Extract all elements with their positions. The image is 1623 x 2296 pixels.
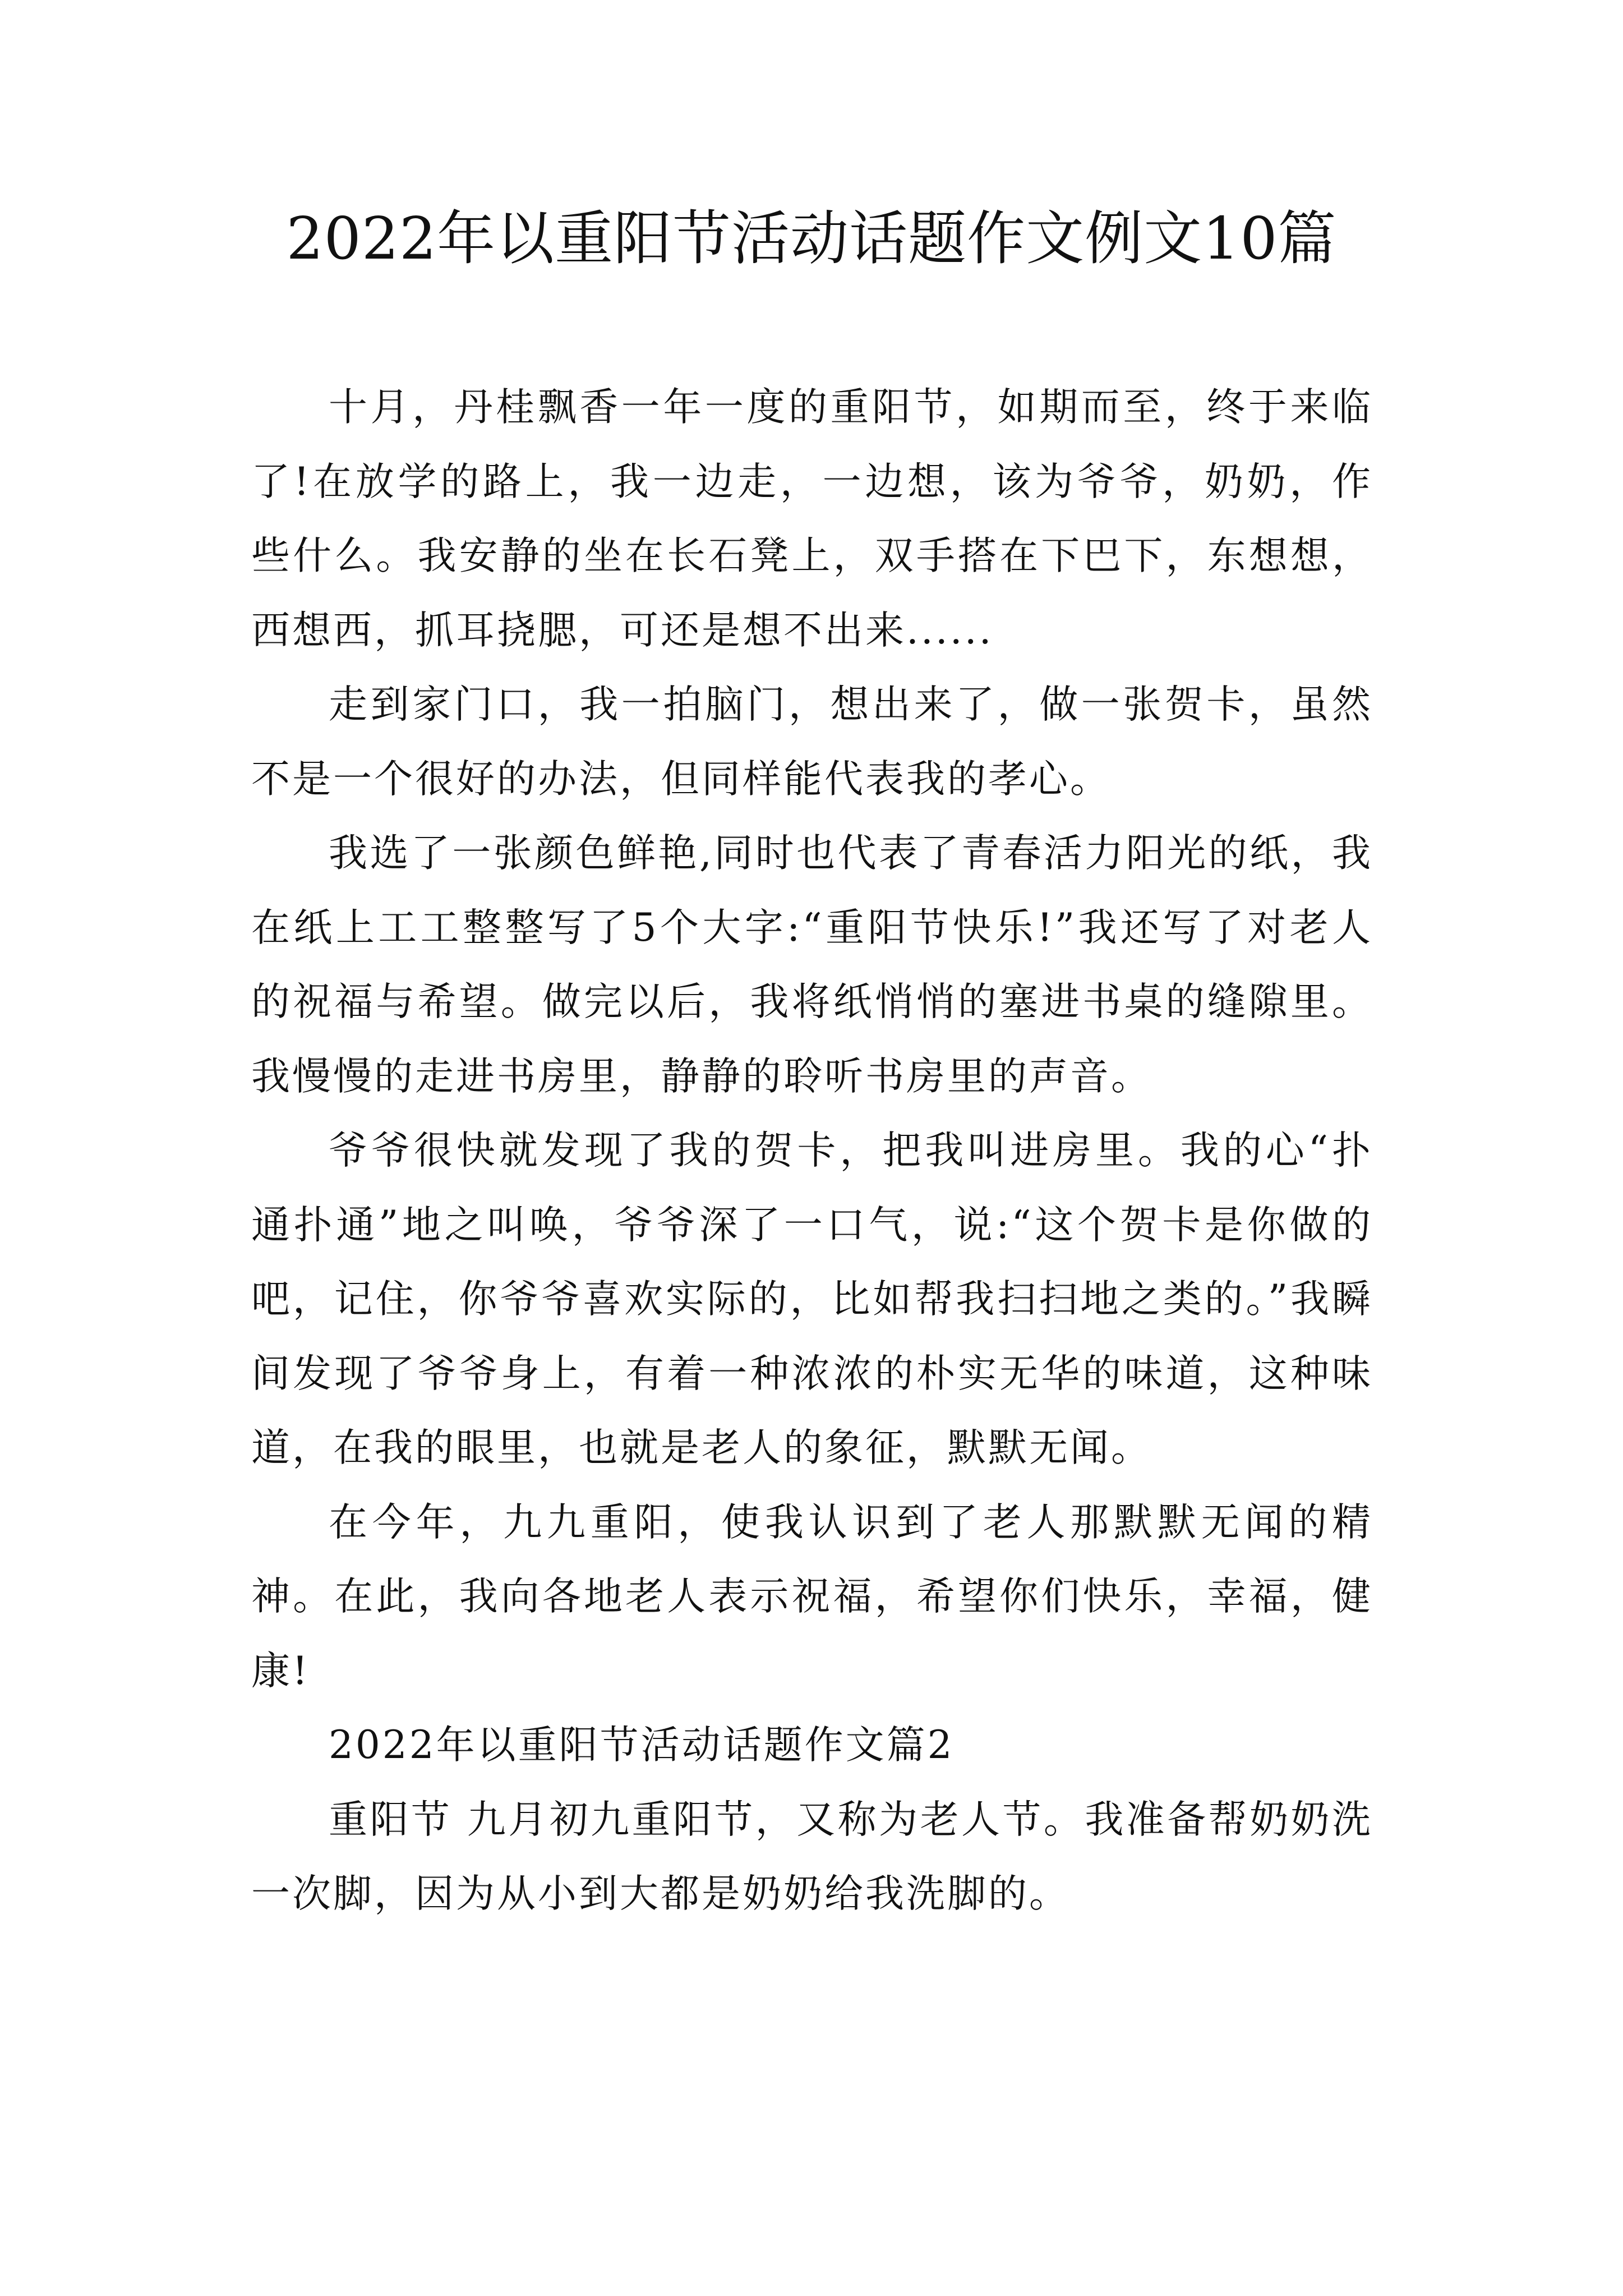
- paragraph-5: 在今年，九九重阳，使我认识到了老人那默默无闻的精神。在此，我向各地老人表示祝福，希望你们快乐，幸福，健康!: [251, 1499, 1373, 1694]
- paragraph-2: 走到家门口，我一拍脑门，想出来了，做一张贺卡，虽然不是一个很好的办法，但同样能代表我的孝心。: [251, 682, 1373, 802]
- paragraph-1: 十月，丹桂飘香一年一度的重阳节，如期而至，终于来临了!在放学的路上，我一边走，一边想，该为爷爷，奶奶，作些什么。我安静的坐在长石凳上，双手搭在下巴下，东想想，西想西，抓耳挠腮，可还是想不出来......: [251, 385, 1373, 653]
- paragraph-6: 重阳节 九月初九重阳节，又称为老人节。我准备帮奶奶洗一次脚，因为从小到大都是奶奶给我洗脚的。: [251, 1797, 1373, 1916]
- document-title: 2022年以重阳节活动话题作文例文10篇: [286, 204, 1337, 273]
- section-heading-2: 2022年以重阳节活动话题作文篇2: [329, 1723, 955, 1768]
- paragraph-3: 我选了一张颜色鲜艳,同时也代表了青春活力阳光的纸，我在纸上工工整整写了5个大字:“重阳节快乐!”我还写了对老人的祝福与希望。做完以后，我将纸悄悄的塞进书桌的缝隙里。我慢慢的走进书房里，静静的聆听书房里的声音。: [251, 831, 1373, 1099]
- document-body: [251, 370, 1373, 1931]
- paragraph-4: 爷爷很快就发现了我的贺卡，把我叫进房里。我的心“扑通扑通”地之叫唤，爷爷深了一口气，说:“这个贺卡是你做的吧，记住，你爷爷喜欢实际的，比如帮我扫扫地之类的。”我瞬间发现了爷爷身上，有着一种浓浓的朴实无华的味道，这种味道，在我的眼里，也就是老人的象征，默默无闻。: [251, 1128, 1373, 1470]
